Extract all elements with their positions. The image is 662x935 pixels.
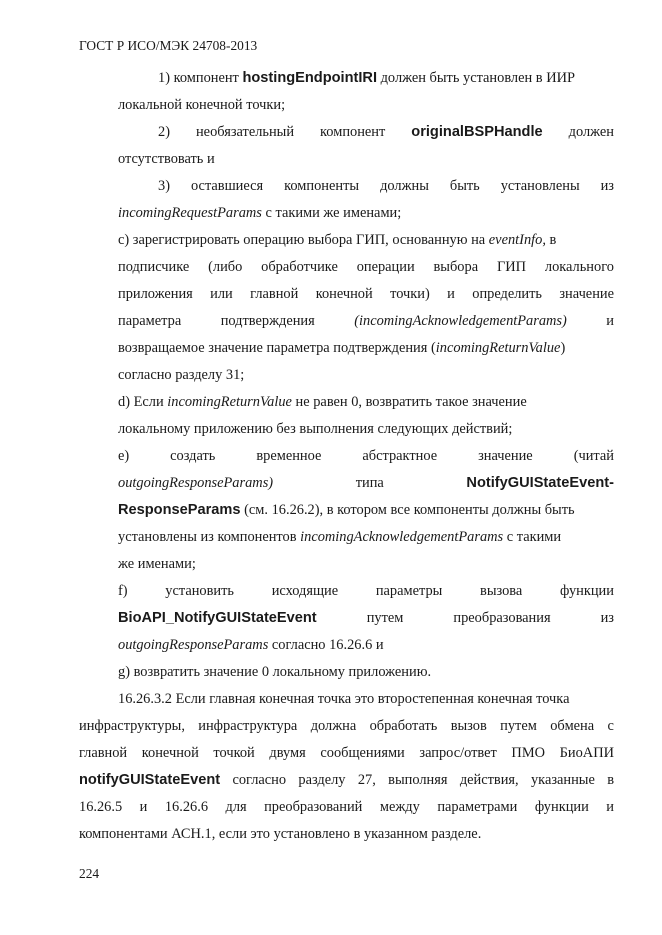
word: должна (310, 718, 357, 734)
word: установлены (500, 178, 580, 194)
word: 16.26.5 (79, 799, 123, 815)
word: инфраструктуры, (79, 718, 185, 734)
word: разделу (298, 772, 346, 788)
item-c-line3 (118, 286, 614, 303)
event-info-term: eventInfo, (488, 232, 546, 248)
item-c-line6: согласно разделу 31; (118, 367, 245, 383)
item-c-line5 (118, 340, 565, 357)
bioapi-notify-term: BioAPI_NotifyGUIStateEvent (118, 610, 317, 626)
word: путем (366, 610, 404, 626)
incoming-ack-params-term: incomingAcknowledgementParams (300, 529, 504, 545)
item-c-line2 (118, 259, 614, 276)
word: 2) (158, 124, 170, 140)
word: конечной (315, 286, 373, 302)
text: (см. 16.26.2), в котором все компоненты должны быть (240, 502, 575, 518)
word: временное (256, 448, 322, 464)
text: c) зарегистрировать операцию выбора ГИП, основанную на (118, 232, 489, 248)
page-number: 224 (79, 866, 100, 881)
text: ) (560, 340, 566, 356)
word: с (607, 718, 614, 734)
word: действия, (459, 772, 519, 788)
word: 16.26.6 (164, 799, 209, 815)
word: и (139, 799, 148, 815)
text: не равен 0, возвратить такое значение (291, 394, 527, 410)
outgoing-response-params-term: outgoingResponseParams) (118, 475, 274, 491)
word: абстрактное (362, 448, 438, 464)
item-1-cont: локальной конечной точки; (118, 97, 286, 113)
hosting-endpoint-term: hostingEndpointIRI (242, 70, 378, 86)
item-f-line2 (118, 610, 614, 627)
response-params-term: ResponseParams (118, 502, 241, 518)
word: параметры (375, 583, 443, 599)
item-f (118, 583, 614, 600)
word: точкой (213, 745, 255, 761)
word: запрос/ответ (419, 745, 497, 761)
word: согласно (232, 772, 287, 788)
item-3-cont (118, 205, 401, 222)
notify-gui-state-event-term: NotifyGUIStateEvent- (466, 475, 614, 491)
word: точки) (390, 286, 430, 302)
word: приложения (118, 286, 193, 302)
word: БиоАПИ (559, 745, 614, 761)
text: установлены из компонентов (118, 529, 301, 545)
outgoing-response-params-term: outgoingResponseParams (118, 637, 269, 653)
word: главной (250, 286, 299, 302)
word: обработчике (261, 259, 338, 275)
word: для (225, 799, 247, 815)
incoming-ack-params-term: (incomingAcknowledgementParams) (354, 313, 567, 329)
item-3 (158, 178, 614, 195)
word: и (447, 286, 455, 302)
word: подписчике (118, 259, 190, 275)
document-header: ГОСТ Р ИСО/МЭК 24708-2013 (79, 38, 258, 53)
word: определить (472, 286, 542, 302)
para-16-26-3-2: 16.26.3.2 Если главная конечная точка это второстепенная конечная точка (118, 691, 570, 707)
word: указанные (530, 772, 595, 788)
incoming-return-value-term: incomingReturnValue (435, 340, 561, 356)
word: подтверждения (220, 313, 315, 329)
item-c-line4 (118, 313, 614, 330)
word: вызов (450, 718, 487, 734)
word: сообщениями (320, 745, 405, 761)
item-1 (158, 70, 575, 87)
word: установить (165, 583, 234, 599)
word: конечной (141, 745, 199, 761)
original-bsp-handle-term: originalBSPHandle (411, 124, 543, 140)
para-line2 (79, 718, 614, 735)
word: функции (534, 799, 589, 815)
word: e) (118, 448, 130, 464)
para-line4 (79, 772, 614, 789)
word: обмена (550, 718, 595, 734)
word: обработать (369, 718, 438, 734)
text (118, 232, 556, 249)
word: преобразования (453, 610, 551, 626)
word: значение (478, 448, 533, 464)
word: f) (118, 583, 128, 599)
text: d) Если (118, 394, 168, 410)
word: двумя (269, 745, 306, 761)
para-line6: компонентами АСН.1, если это установлено в указанном разделе. (79, 826, 482, 842)
word: и (606, 313, 614, 329)
word: путем (500, 718, 537, 734)
word: оставшиеся (191, 178, 264, 194)
word: или (210, 286, 233, 302)
text: с такими (503, 529, 562, 545)
word: компонент (320, 124, 386, 140)
word: параметра (118, 313, 182, 329)
item-1-text: 1) компонент (158, 70, 243, 86)
word: и (606, 799, 614, 815)
para-line3 (79, 745, 614, 762)
word: ГИП (496, 259, 527, 275)
word: должен (568, 124, 614, 140)
incoming-return-value-term: incomingReturnValue (167, 394, 292, 410)
para-line5 (79, 799, 614, 816)
item-2 (158, 124, 614, 141)
item-e-line5: же именами; (118, 556, 196, 572)
word: операции (356, 259, 415, 275)
word: инфраструктура (198, 718, 298, 734)
word: типа (355, 475, 384, 491)
word: создать (170, 448, 216, 464)
word: между (379, 799, 420, 815)
text: согласно 16.26.6 и (268, 637, 384, 653)
word: значение (559, 286, 614, 302)
word: (читай (573, 448, 614, 464)
item-f-line3 (118, 637, 384, 654)
word: главной (79, 745, 128, 761)
item-d-cont: локальному приложению без выполнения следующих действий; (118, 421, 513, 437)
text: в (545, 232, 557, 248)
text: возвращаемое значение параметра подтверждения ( (118, 340, 436, 356)
word: параметрами (437, 799, 518, 815)
text: с такими же именами; (261, 205, 402, 221)
word: исходящие (271, 583, 339, 599)
word: выполняя (388, 772, 448, 788)
word: (либо (208, 259, 243, 275)
item-e-line2 (118, 475, 614, 492)
item-g: g) возвратить значение 0 локальному приложению. (118, 664, 432, 680)
word: должны (380, 178, 429, 194)
word: из (600, 178, 614, 194)
word: функции (560, 583, 614, 599)
word: в (607, 772, 614, 788)
word: вызова (480, 583, 523, 599)
word: компоненты (284, 178, 360, 194)
word: быть (449, 178, 480, 194)
word: необязательный (195, 124, 295, 140)
item-e-line4 (118, 529, 561, 546)
word: ПМО (511, 745, 546, 761)
word: преобразований (264, 799, 363, 815)
word: локального (544, 259, 614, 275)
item-d (118, 394, 614, 411)
item-2-cont: отсутствовать и (118, 151, 215, 167)
item-e-line3 (118, 502, 575, 519)
word: 3) (158, 178, 170, 194)
notify-gui-state-event-term: notifyGUIStateEvent (79, 772, 221, 788)
word: 27, (357, 772, 376, 788)
item-c (118, 232, 614, 249)
incoming-request-params-term: incomingRequestParams (118, 205, 262, 221)
item-e (118, 448, 614, 465)
item-1-text-end: должен быть установлен в ИИР (377, 70, 575, 86)
word: выбора (433, 259, 479, 275)
word: из (600, 610, 614, 626)
text (118, 394, 527, 411)
